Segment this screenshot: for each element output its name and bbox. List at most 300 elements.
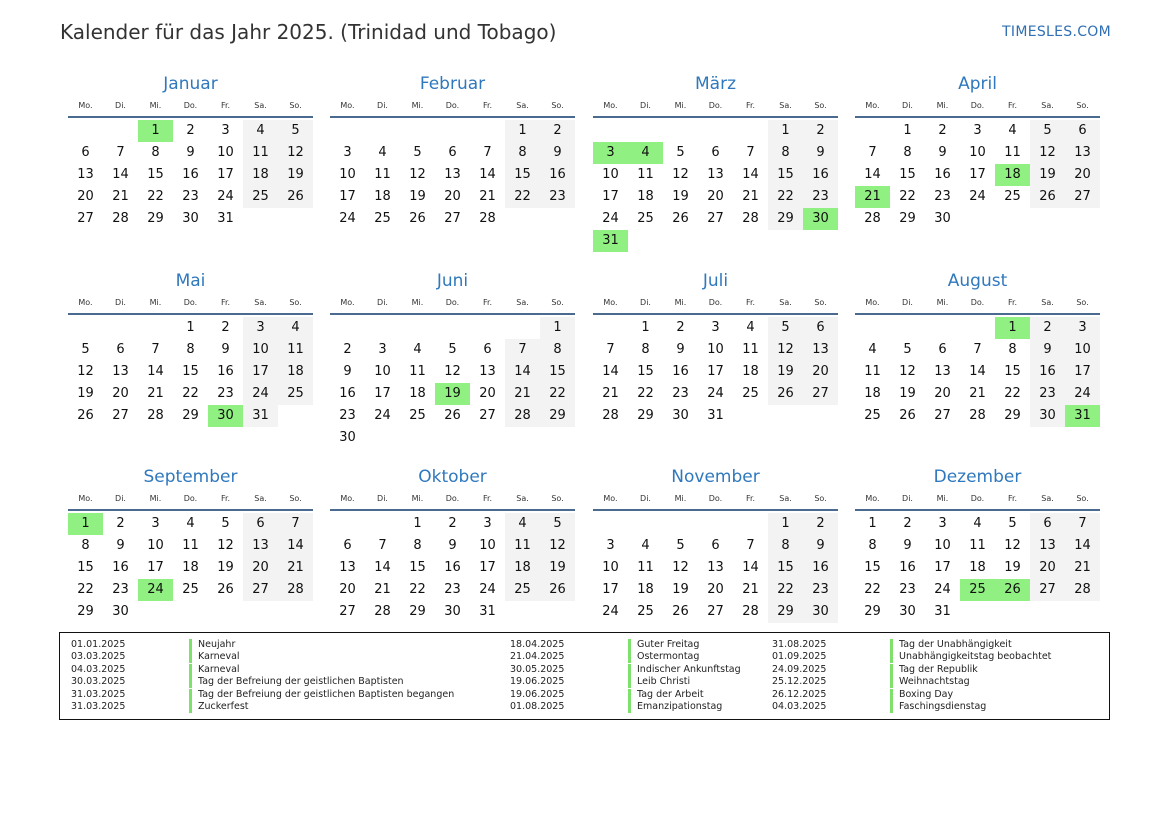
day-cell: 20 (1065, 164, 1100, 186)
weekday-label: Mo. (865, 298, 880, 307)
holiday-column (510, 639, 741, 713)
day-cell: 29 (768, 601, 803, 623)
day-cell: 5 (676, 145, 685, 160)
weekday-label: Sa. (516, 494, 529, 503)
day-cell: 26 (77, 408, 94, 423)
day-cell: 2 (938, 123, 947, 138)
weekday-label: So. (289, 298, 302, 307)
day-cell: 6 (711, 538, 720, 553)
day-cell: 3 (711, 320, 720, 335)
day-cell: 16 (1030, 361, 1065, 383)
day-cell: 17 (707, 364, 724, 379)
day-cell: 7 (606, 342, 615, 357)
weekday-label: Mo. (603, 101, 618, 110)
day-cell: 20 (707, 189, 724, 204)
day-cell: 25 (864, 408, 881, 423)
day-cell: 24 (479, 582, 496, 597)
month-3 (593, 72, 838, 252)
day-cell: 2 (116, 516, 125, 531)
holiday-name: Karneval (198, 651, 240, 663)
day-cell: 27 (707, 211, 724, 226)
day-cell: 22 (1004, 386, 1021, 401)
day-cell: 26 (672, 211, 689, 226)
day-cell: 8 (186, 342, 195, 357)
weekday-label: Mi. (411, 298, 424, 307)
weekday-label: Mo. (603, 494, 618, 503)
day-cell: 16 (339, 386, 356, 401)
weekday-label: So. (551, 298, 564, 307)
month-9 (68, 465, 313, 623)
day-cell: 24 (934, 582, 951, 597)
day-cell: 23 (803, 579, 838, 601)
weekday-header (68, 489, 313, 511)
day-grid (330, 513, 575, 623)
month-7 (593, 269, 838, 427)
weekday-header (855, 489, 1100, 511)
day-cell: 10 (969, 145, 986, 160)
day-cell: 24 (969, 189, 986, 204)
day-cell: 9 (938, 145, 947, 160)
day-cell: 31 (243, 405, 278, 427)
day-cell: 11 (1004, 145, 1021, 160)
day-cell: 2 (903, 516, 912, 531)
holiday-date: 25.12.2025 (772, 676, 827, 688)
day-cell: 12 (217, 538, 234, 553)
day-cell: 26 (1030, 186, 1065, 208)
day-cell: 14 (742, 167, 759, 182)
empty-cell (365, 120, 400, 142)
holiday-marker (628, 639, 631, 651)
day-cell: 4 (746, 320, 755, 335)
holiday-row (772, 689, 1051, 701)
month-title: September (143, 467, 238, 487)
day-cell: 6 (711, 145, 720, 160)
day-cell: 11 (637, 167, 654, 182)
holiday-marker (890, 651, 893, 663)
weekday-label: Di. (902, 494, 913, 503)
holiday-name: Unabhängigkeitstag beobachtet (899, 651, 1052, 663)
holiday-day-cell: 24 (138, 579, 173, 601)
weekday-label: Mo. (78, 101, 93, 110)
day-cell: 26 (672, 604, 689, 619)
holiday-date: 26.12.2025 (772, 688, 827, 700)
day-grid (68, 513, 313, 623)
empty-cell (435, 317, 470, 339)
holiday-row (71, 651, 454, 663)
weekday-label: Sa. (779, 298, 792, 307)
holiday-date: 30.05.2025 (510, 663, 565, 675)
empty-cell (593, 317, 628, 339)
day-cell: 1 (413, 516, 422, 531)
weekday-header (330, 489, 575, 511)
day-cell: 6 (343, 538, 352, 553)
empty-cell (68, 120, 103, 142)
day-cell: 27 (934, 408, 951, 423)
weekday-label: Fr. (1007, 298, 1018, 307)
day-cell: 17 (339, 189, 356, 204)
weekday-label: Fr. (1007, 101, 1018, 110)
month-title: Januar (163, 74, 218, 94)
month-12 (855, 465, 1100, 623)
day-cell: 14 (602, 364, 619, 379)
day-cell: 5 (768, 317, 803, 339)
holiday-date: 01.01.2025 (71, 639, 126, 650)
empty-cell (698, 120, 733, 142)
day-cell: 6 (448, 145, 457, 160)
day-grid (330, 317, 575, 449)
day-cell: 17 (969, 167, 986, 182)
holiday-marker (189, 639, 192, 651)
day-cell: 14 (374, 560, 391, 575)
day-cell: 22 (768, 186, 803, 208)
day-cell: 1 (903, 123, 912, 138)
holiday-day-cell: 3 (593, 142, 628, 164)
day-cell: 31 (217, 211, 234, 226)
day-cell: 6 (483, 342, 492, 357)
day-cell: 4 (973, 516, 982, 531)
day-cell: 7 (151, 342, 160, 357)
weekday-header (330, 96, 575, 118)
day-grid (855, 120, 1100, 230)
day-cell: 9 (221, 342, 230, 357)
holiday-row (510, 676, 741, 688)
holiday-marker (628, 689, 631, 701)
holiday-row (510, 664, 741, 676)
day-cell: 2 (186, 123, 195, 138)
brand-logo[interactable]: TIMESLES.COM (1002, 24, 1111, 40)
day-cell: 31 (934, 604, 951, 619)
day-cell: 16 (444, 560, 461, 575)
day-cell: 8 (641, 342, 650, 357)
empty-cell (365, 513, 400, 535)
holiday-marker (189, 664, 192, 676)
empty-cell (400, 317, 435, 339)
day-cell: 29 (899, 211, 916, 226)
weekday-label: Sa. (779, 494, 792, 503)
holiday-row (772, 639, 1051, 651)
month-title: Juni (436, 271, 469, 291)
holiday-name: Indischer Ankunftstag (637, 663, 741, 675)
day-cell: 9 (343, 364, 352, 379)
day-cell: 30 (444, 604, 461, 619)
holiday-marker (189, 701, 192, 713)
holiday-day-cell: 25 (960, 579, 995, 601)
day-grid (68, 317, 313, 427)
day-cell: 28 (479, 211, 496, 226)
weekday-label: Fr. (745, 298, 756, 307)
holiday-column (71, 639, 454, 713)
day-cell: 11 (864, 364, 881, 379)
day-cell: 8 (768, 535, 803, 557)
day-cell: 14 (742, 560, 759, 575)
day-grid (330, 120, 575, 230)
day-cell: 14 (479, 167, 496, 182)
empty-cell (400, 120, 435, 142)
day-cell: 27 (1030, 579, 1065, 601)
day-cell: 29 (864, 604, 881, 619)
day-grid (593, 120, 838, 252)
weekday-label: So. (551, 494, 564, 503)
day-cell: 6 (116, 342, 125, 357)
day-grid (855, 513, 1100, 623)
day-cell: 29 (409, 604, 426, 619)
day-cell: 16 (803, 164, 838, 186)
day-cell: 12 (409, 167, 426, 182)
day-cell: 5 (278, 120, 313, 142)
weekday-label: Mi. (936, 101, 949, 110)
day-cell: 24 (374, 408, 391, 423)
holiday-row (510, 639, 741, 651)
weekday-label: Do. (970, 101, 985, 110)
weekday-label: Mi. (674, 101, 687, 110)
holiday-marker (628, 676, 631, 688)
weekday-header (68, 293, 313, 315)
weekday-label: Sa. (516, 298, 529, 307)
holiday-date: 19.06.2025 (510, 688, 565, 700)
day-cell: 25 (637, 604, 654, 619)
day-cell: 15 (77, 560, 94, 575)
day-cell: 14 (112, 167, 129, 182)
day-cell: 15 (540, 361, 575, 383)
day-cell: 6 (243, 513, 278, 535)
day-cell: 4 (868, 342, 877, 357)
empty-cell (855, 120, 890, 142)
weekday-label: Do. (708, 494, 723, 503)
day-cell: 7 (1065, 513, 1100, 535)
day-cell: 24 (602, 211, 619, 226)
day-cell: 15 (505, 164, 540, 186)
day-cell: 17 (1065, 361, 1100, 383)
weekday-label: So. (814, 298, 827, 307)
day-cell: 3 (606, 538, 615, 553)
day-cell: 2 (803, 513, 838, 535)
day-cell: 19 (1030, 164, 1065, 186)
holiday-row (71, 701, 454, 713)
day-cell: 30 (803, 601, 838, 623)
weekday-label: Fr. (220, 298, 231, 307)
day-cell: 11 (182, 538, 199, 553)
month-6 (330, 269, 575, 449)
day-cell: 16 (217, 364, 234, 379)
weekday-label: So. (551, 101, 564, 110)
empty-cell (698, 513, 733, 535)
day-cell: 13 (707, 560, 724, 575)
day-cell: 9 (803, 535, 838, 557)
day-cell: 13 (243, 535, 278, 557)
day-cell: 24 (243, 383, 278, 405)
empty-cell (330, 120, 365, 142)
day-cell: 1 (641, 320, 650, 335)
day-cell: 10 (1065, 339, 1100, 361)
day-cell: 15 (182, 364, 199, 379)
day-cell: 20 (243, 557, 278, 579)
holiday-name: Tag der Unabhängigkeit (899, 639, 1012, 650)
day-cell: 8 (868, 538, 877, 553)
day-cell: 20 (112, 386, 129, 401)
weekday-label: So. (814, 101, 827, 110)
day-cell: 25 (637, 211, 654, 226)
weekday-label: Mo. (603, 298, 618, 307)
day-cell: 29 (77, 604, 94, 619)
day-cell: 15 (899, 167, 916, 182)
day-cell: 7 (746, 145, 755, 160)
day-cell: 20 (479, 386, 496, 401)
weekday-label: So. (289, 101, 302, 110)
day-cell: 8 (903, 145, 912, 160)
month-title: April (958, 74, 997, 94)
day-cell: 18 (969, 560, 986, 575)
day-cell: 8 (151, 145, 160, 160)
day-cell: 12 (278, 142, 313, 164)
day-cell: 21 (147, 386, 164, 401)
month-title: Dezember (933, 467, 1022, 487)
holiday-date: 21.04.2025 (510, 651, 565, 663)
day-cell: 16 (672, 364, 689, 379)
day-cell: 19 (409, 189, 426, 204)
month-11 (593, 465, 838, 623)
day-cell: 20 (1030, 557, 1065, 579)
day-cell: 18 (182, 560, 199, 575)
day-cell: 7 (278, 513, 313, 535)
weekday-label: Do. (970, 298, 985, 307)
day-cell: 23 (672, 386, 689, 401)
day-cell: 16 (899, 560, 916, 575)
day-cell: 15 (147, 167, 164, 182)
day-cell: 27 (479, 408, 496, 423)
day-cell: 22 (637, 386, 654, 401)
holiday-marker (890, 639, 893, 651)
holiday-date: 24.09.2025 (772, 663, 827, 675)
day-cell: 21 (742, 189, 759, 204)
month-title: Oktober (418, 467, 487, 487)
holiday-marker (890, 664, 893, 676)
weekday-label: So. (289, 494, 302, 503)
day-cell: 5 (221, 516, 230, 531)
day-cell: 4 (641, 538, 650, 553)
day-cell: 25 (409, 408, 426, 423)
day-cell: 18 (374, 189, 391, 204)
holiday-name: Boxing Day (899, 688, 954, 700)
day-cell: 30 (899, 604, 916, 619)
day-cell: 24 (707, 386, 724, 401)
day-cell: 28 (505, 405, 540, 427)
day-cell: 9 (803, 142, 838, 164)
day-cell: 10 (374, 364, 391, 379)
weekday-label: So. (1076, 101, 1089, 110)
day-cell: 26 (409, 211, 426, 226)
weekday-label: Fr. (745, 494, 756, 503)
weekday-label: Sa. (254, 101, 267, 110)
holiday-row (772, 664, 1051, 676)
holiday-name: Leib Christi (637, 676, 691, 688)
day-cell: 9 (116, 538, 125, 553)
day-cell: 12 (540, 535, 575, 557)
day-cell: 15 (637, 364, 654, 379)
weekday-header (330, 293, 575, 315)
weekday-label: Mi. (149, 298, 162, 307)
day-cell: 4 (243, 120, 278, 142)
holiday-day-cell: 31 (593, 230, 628, 252)
day-cell: 21 (112, 189, 129, 204)
day-cell: 11 (374, 167, 391, 182)
day-cell: 17 (243, 361, 278, 383)
day-cell: 15 (768, 164, 803, 186)
day-cell: 21 (1065, 557, 1100, 579)
weekday-label: Sa. (254, 494, 267, 503)
day-cell: 19 (768, 361, 803, 383)
day-cell: 26 (217, 582, 234, 597)
holiday-column (772, 639, 1051, 713)
day-cell: 20 (444, 189, 461, 204)
day-cell: 28 (1065, 579, 1100, 601)
day-cell: 2 (803, 120, 838, 142)
day-cell: 18 (243, 164, 278, 186)
holiday-day-cell: 26 (995, 579, 1030, 601)
weekday-label: So. (814, 494, 827, 503)
day-cell: 18 (637, 582, 654, 597)
day-cell: 14 (278, 535, 313, 557)
day-cell: 8 (505, 142, 540, 164)
day-cell: 24 (339, 211, 356, 226)
weekday-label: So. (1076, 494, 1089, 503)
day-cell: 22 (182, 386, 199, 401)
day-cell: 7 (483, 145, 492, 160)
weekday-header (593, 489, 838, 511)
holiday-name: Ostermontag (637, 651, 700, 663)
day-cell: 12 (1030, 142, 1065, 164)
day-cell: 3 (973, 123, 982, 138)
day-cell: 13 (1030, 535, 1065, 557)
day-cell: 28 (969, 408, 986, 423)
day-cell: 12 (768, 339, 803, 361)
day-cell: 10 (339, 167, 356, 182)
day-cell: 3 (221, 123, 230, 138)
holiday-date: 04.03.2025 (71, 663, 126, 675)
day-cell: 21 (969, 386, 986, 401)
day-grid (593, 317, 838, 427)
day-cell: 7 (378, 538, 387, 553)
day-cell: 24 (1065, 383, 1100, 405)
day-cell: 15 (1004, 364, 1021, 379)
day-cell: 13 (339, 560, 356, 575)
weekday-label: Di. (640, 298, 651, 307)
weekday-label: Mi. (936, 494, 949, 503)
weekday-header (855, 96, 1100, 118)
day-cell: 24 (602, 604, 619, 619)
day-cell: 28 (278, 579, 313, 601)
weekday-label: Sa. (1041, 298, 1054, 307)
day-cell: 22 (77, 582, 94, 597)
day-cell: 12 (444, 364, 461, 379)
holiday-day-cell: 1 (68, 513, 103, 535)
weekday-header (68, 96, 313, 118)
holiday-row (772, 651, 1051, 663)
weekday-label: Do. (970, 494, 985, 503)
day-cell: 18 (278, 361, 313, 383)
day-cell: 8 (1008, 342, 1017, 357)
day-cell: 21 (278, 557, 313, 579)
weekday-header (593, 96, 838, 118)
day-cell: 24 (217, 189, 234, 204)
day-cell: 11 (278, 339, 313, 361)
holiday-name: Tag der Befreiung der geistlichen Baptisten begangen (198, 688, 455, 700)
day-cell: 20 (803, 361, 838, 383)
month-10 (330, 465, 575, 623)
empty-cell (365, 317, 400, 339)
day-cell: 23 (339, 408, 356, 423)
holiday-row (510, 701, 741, 713)
day-cell: 29 (540, 405, 575, 427)
